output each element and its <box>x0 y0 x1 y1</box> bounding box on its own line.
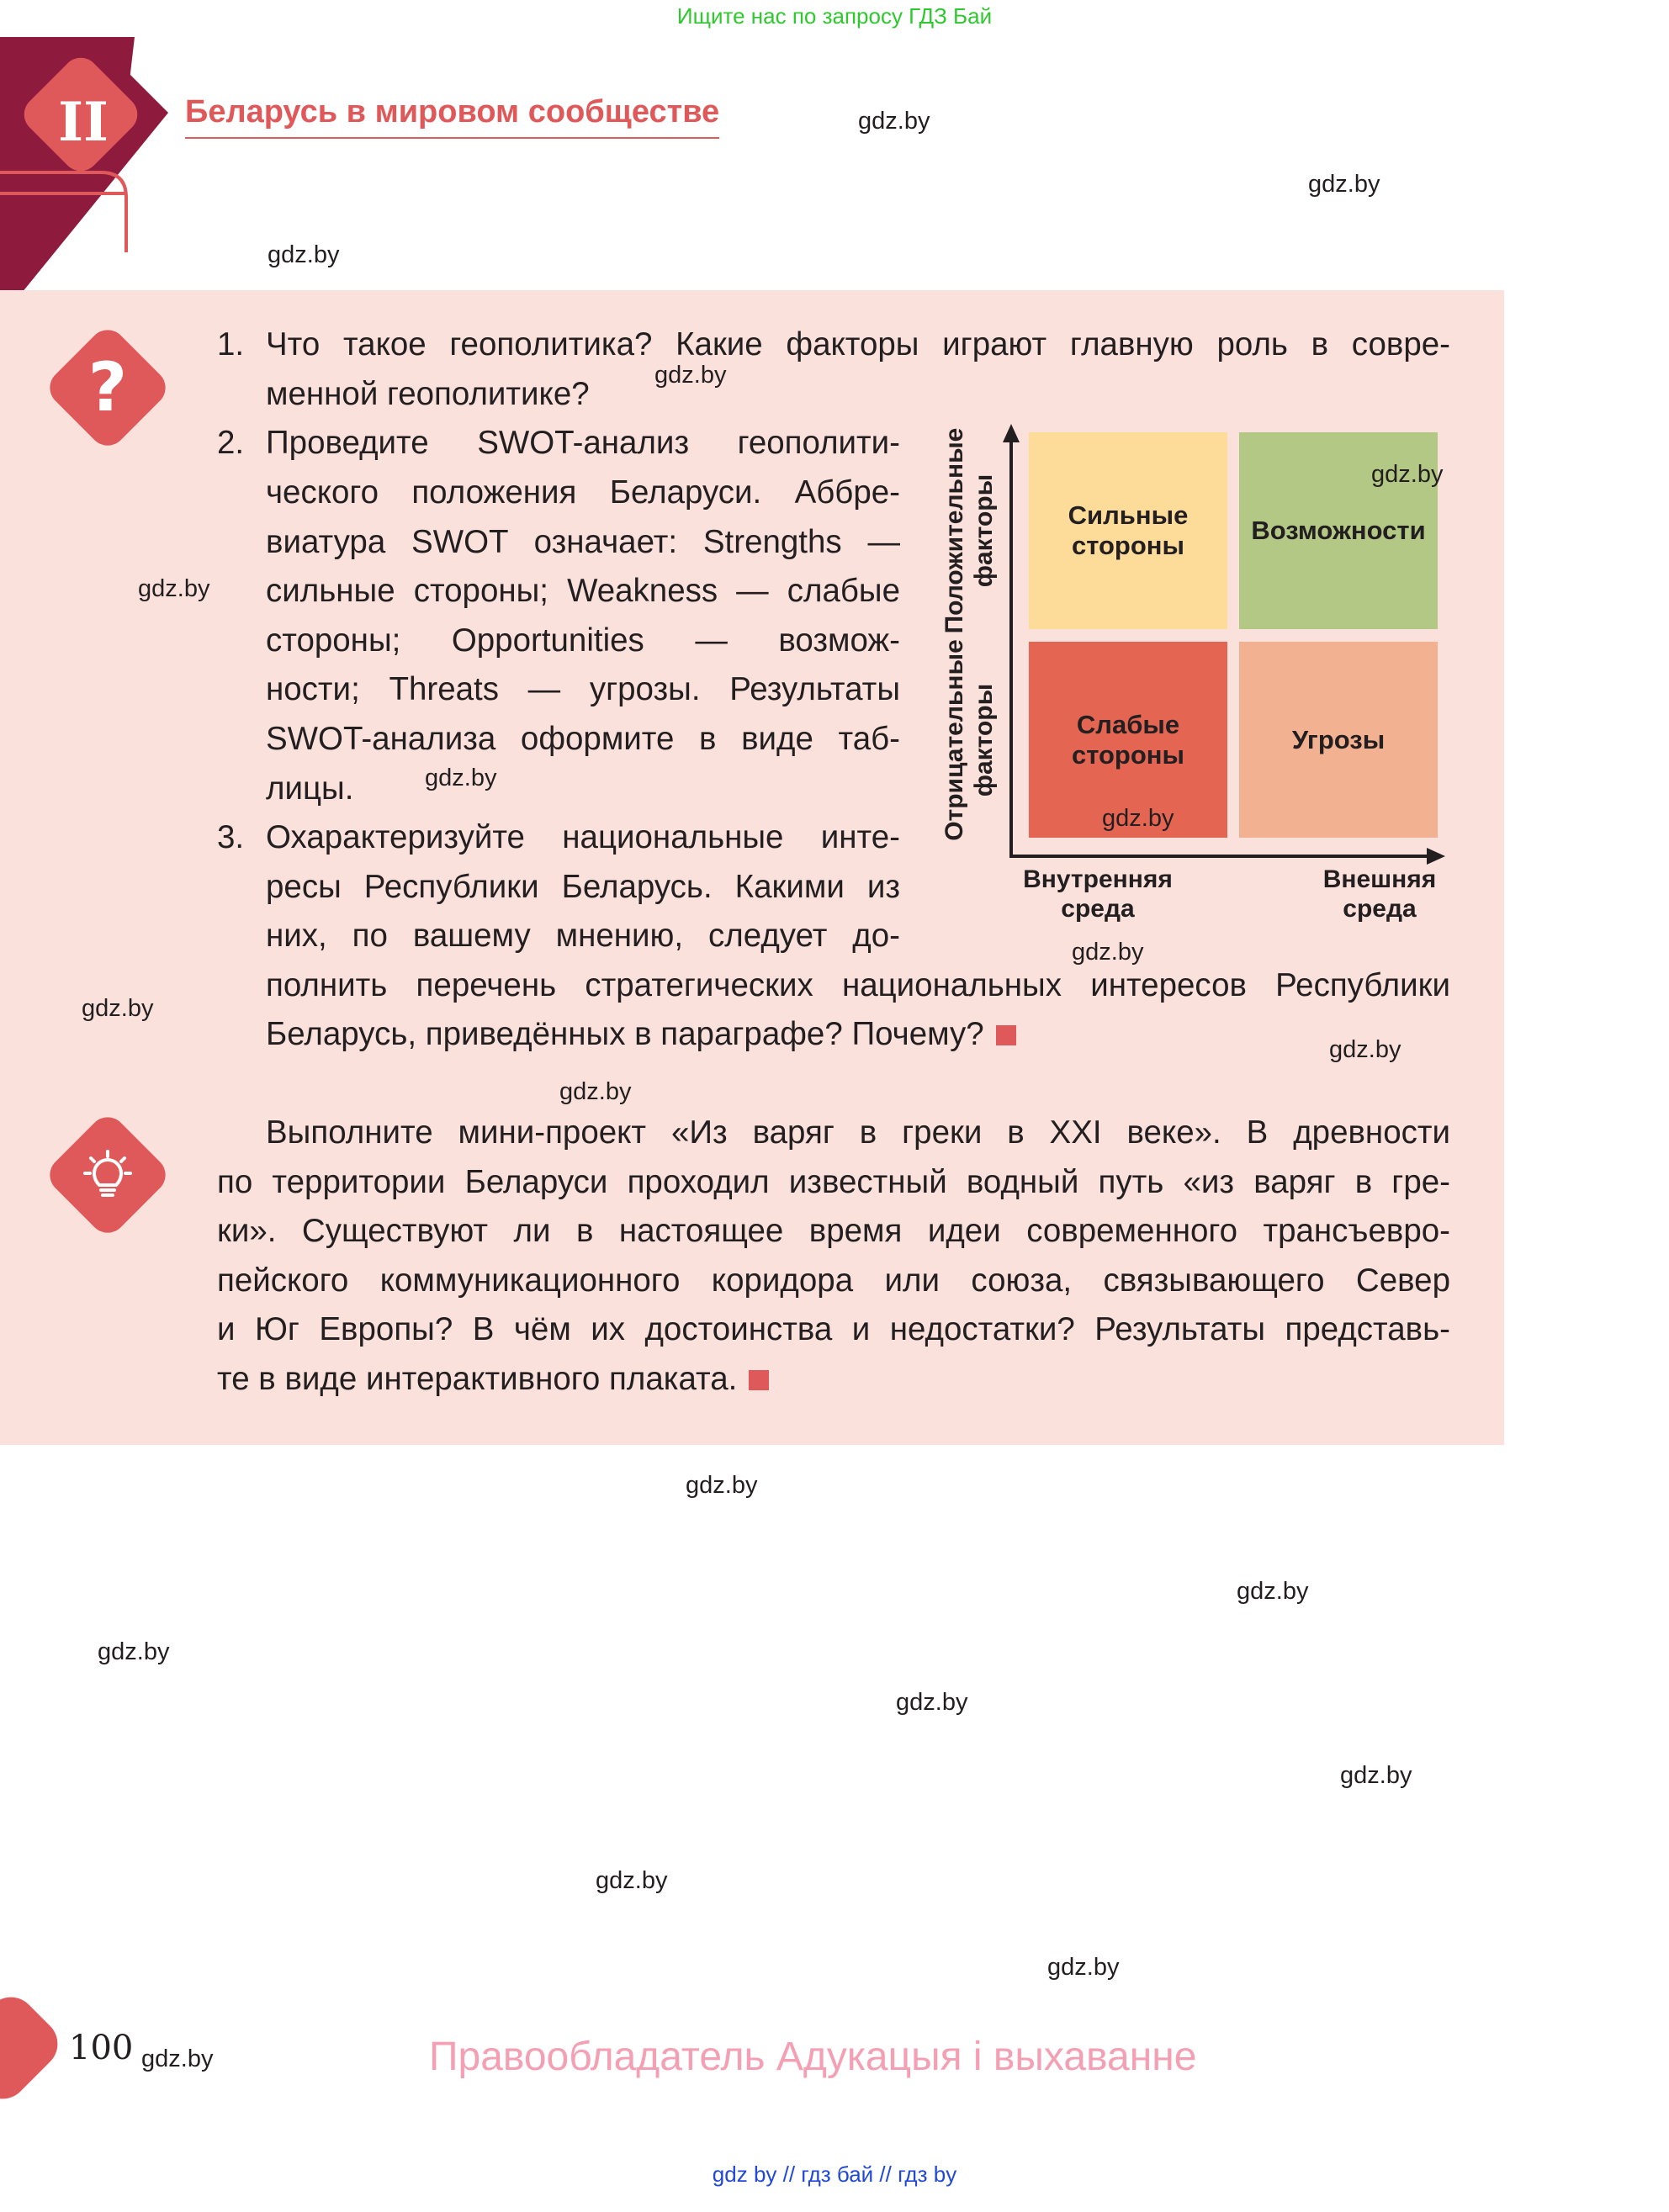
watermark: gdz.by <box>1072 939 1144 966</box>
swot-threats-label: Угрозы <box>1291 724 1386 754</box>
project-badge <box>42 1109 173 1241</box>
y-axis-negative-label <box>940 635 999 845</box>
question-3-last-line <box>266 1010 1016 1060</box>
project-line: Выполните мини-проект «Из варяг в греки в XXI веке». В древности <box>266 1114 1450 1151</box>
question-2-line: Проведите SWOT-анализ геополити- <box>266 425 900 461</box>
swot-opportunities-label: Возможности <box>1251 516 1426 545</box>
watermark: gdz.by <box>138 575 210 602</box>
x-axis-internal-line: Внутренняя <box>1023 865 1173 893</box>
question-1-line: менной геополитике? <box>266 376 590 412</box>
chapter-corner-decoration <box>0 0 202 336</box>
question-2-line: SWOT-анализа оформите в виде таб- <box>266 721 900 757</box>
question-2-line: сильные стороны; Weakness — слабые <box>266 573 900 609</box>
x-axis-external-line: Внешняя <box>1322 865 1437 893</box>
question-2-line: ности; Threats — угрозы. Результаты <box>266 671 900 707</box>
question-2-line: стороны; Opportunities — возмож- <box>266 622 900 659</box>
project-line: и Юг Европы? В чём их достоинства и недостатки? Результаты представь- <box>217 1311 1450 1347</box>
swot-diagram <box>942 421 1447 925</box>
swot-strengths-line: Сильные <box>1068 500 1189 530</box>
question-1-number: 1. <box>217 326 245 362</box>
question-3-line: Беларусь, приведённых в параграфе? Почему? <box>266 1016 984 1052</box>
question-2-line: виатура SWOT означает: Strengths — <box>266 524 900 560</box>
project-line: пейского коммуникационного коридора или союза, связывающего Север <box>217 1262 1450 1299</box>
watermark: gdz.by <box>268 241 340 268</box>
question-mark-icon: ? <box>87 348 128 426</box>
question-badge <box>42 322 173 453</box>
watermark: gdz.by <box>1371 461 1444 488</box>
page-tab-decoration <box>0 1987 68 2109</box>
y-axis-negative-line: Отрицательные <box>940 639 968 841</box>
chapter-number: II <box>58 91 109 154</box>
watermark: gdz.by <box>1308 171 1380 198</box>
swot-strengths <box>1029 432 1227 629</box>
end-marker-icon <box>749 1370 769 1390</box>
question-3-number: 3. <box>217 819 245 855</box>
watermark: gdz.by <box>858 108 930 135</box>
question-3-line: полнить перечень стратегических национальных интересов Республики <box>266 967 1450 1003</box>
watermark: gdz.by <box>1047 1954 1120 1981</box>
project-last-line <box>217 1355 769 1405</box>
project-line: по территории Беларуси проходил известный водный путь «из варяг в гре- <box>217 1164 1450 1200</box>
swot-weaknesses-line: стороны <box>1071 739 1185 770</box>
question-2-number: 2. <box>217 425 245 461</box>
watermark: gdz.by <box>896 1689 968 1716</box>
y-axis-positive-line: факторы <box>970 474 998 588</box>
lightbulb-icon <box>81 1148 135 1202</box>
watermark: gdz.by <box>1329 1036 1401 1063</box>
question-1-line: Что такое геополитика? Какие факторы играют главную роль в совре- <box>266 326 1450 362</box>
watermark: gdz.by <box>686 1472 758 1499</box>
question-2-line: ческого положения Беларуси. Аббре- <box>266 474 900 511</box>
question-2-line: лицы. <box>266 770 354 807</box>
chapter-title: Беларусь в мировом сообществе <box>185 94 719 139</box>
question-3-line: ресы Республики Беларусь. Какими из <box>266 869 900 905</box>
y-axis-positive-line: Положительные <box>940 427 968 634</box>
x-axis-internal-label <box>1001 865 1195 923</box>
swot-strengths-line: стороны <box>1071 531 1184 560</box>
watermark: gdz.by <box>559 1078 632 1105</box>
page-number: 100 <box>69 2029 134 2067</box>
watermark: gdz.by <box>596 1867 668 1894</box>
y-axis-positive-label <box>940 426 999 636</box>
watermark: gdz.by <box>425 765 497 791</box>
swot-weaknesses-line: Слабые <box>1076 709 1180 739</box>
watermark: gdz.by <box>82 995 154 1022</box>
watermark: gdz.by <box>141 2045 214 2072</box>
watermark: gdz.by <box>1102 805 1174 832</box>
project-line: ки». Существуют ли в настоящее время идеи современного трансъевро- <box>217 1213 1450 1249</box>
question-3-line: Охарактеризуйте национальные инте- <box>266 819 900 855</box>
y-axis-negative-line: факторы <box>970 683 998 797</box>
x-axis-internal-line: среда <box>1061 895 1135 923</box>
x-axis-external-line: среда <box>1343 895 1417 923</box>
watermark: gdz.by <box>98 1638 170 1665</box>
search-banner: Ищите нас по запросу ГДЗ Бай <box>676 3 993 29</box>
project-line: те в виде интерактивного плаката. <box>217 1361 738 1397</box>
x-axis-external-label <box>1295 865 1464 923</box>
watermark: gdz.by <box>1237 1578 1309 1605</box>
swot-threats <box>1239 642 1438 838</box>
question-3-line: них, по вашему мнению, следует до- <box>266 918 900 954</box>
end-marker-icon <box>996 1025 1016 1045</box>
copyright-notice: Правообладатель Адукацыя і выхаванне <box>429 2035 1197 2079</box>
footer-links[interactable]: gdz by // гдз бай // гдз by <box>712 2162 957 2187</box>
watermark: gdz.by <box>1340 1762 1412 1789</box>
watermark: gdz.by <box>654 362 727 389</box>
